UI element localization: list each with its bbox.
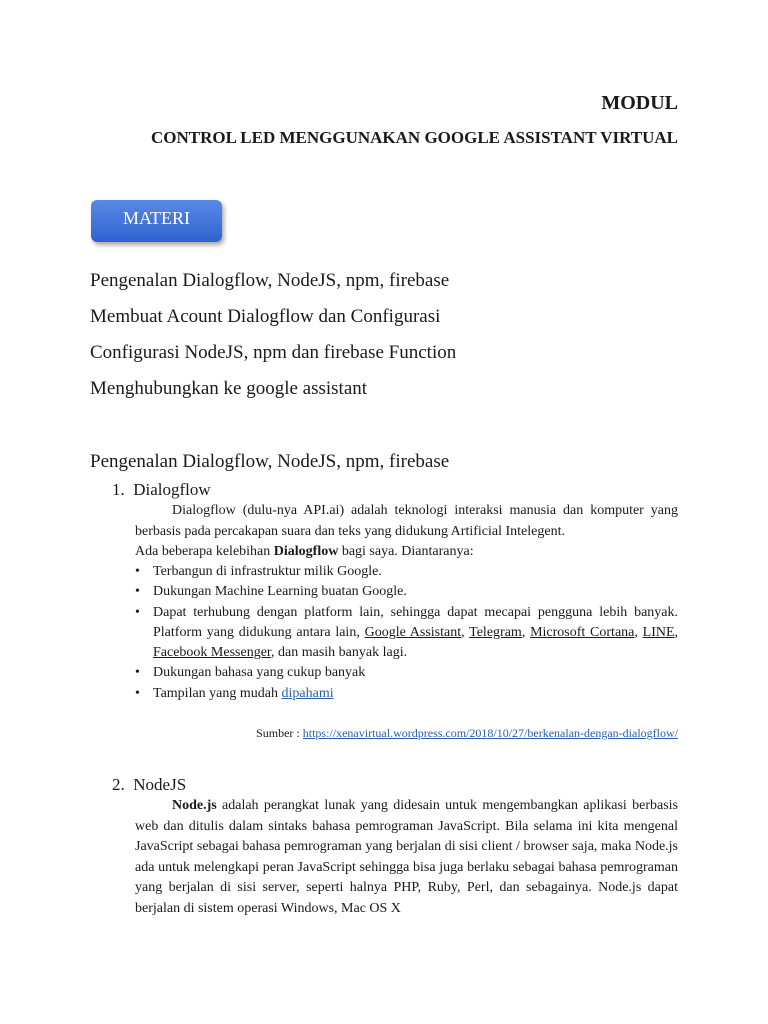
dialogflow-heading [112,480,211,500]
topic-item: Configurasi NodeJS, npm dan firebase Function [90,342,457,363]
topic-item: Pengenalan Dialogflow, NodeJS, npm, firebase [90,270,450,291]
nodejs-heading [112,775,186,795]
dialogflow-bold: Dialogflow [273,544,339,559]
dialogflow-title: Dialogflow [133,480,211,499]
list-item: • Dukungan Machine Learning buatan Google. [135,582,678,602]
dipahami-link[interactable]: dipahami [281,685,334,701]
source-link[interactable]: https://xenavirtual.wordpress.com/2018/10/27/berkenalan-dengan-dialogflow/ [302,726,678,740]
nodejs-number: 2. [112,775,125,794]
dialogflow-advantages-intro: Ada beberapa kelebihan Dialogflow bagi saya. Diantaranya: [135,544,474,559]
list-item: • Dapat terhubung dengan platform lain, sehingga dapat mecapai pengguna lebih banyak. Platform yang didukung antara lain, Google Assistant, Telegram, Microsoft Cortana, LINE, Facebook Messenger, dan masih banyak lagi. [135,603,678,664]
platform-facebook-messenger-link[interactable]: Facebook Messenger [153,645,272,661]
topic-item: Membuat Acount Dialogflow dan Configurasi [90,306,441,327]
dialogflow-intro: Dialogflow (dulu-nya API.ai) adalah teknologi interaksi manusia dan komputer yang berbasis pada percakapan suara dan teks yang didukung Artificial Intelegent. [135,503,678,539]
list-item: • Dukungan bahasa yang cukup banyak [135,663,678,683]
module-title: MODUL [601,92,678,114]
materi-button[interactable]: MATERI [91,200,222,242]
nodejs-title: NodeJS [133,775,187,794]
topic-item: Menghubungkan ke google assistant [90,378,368,399]
list-item: • Tampilan yang mudah dipahami [135,684,678,704]
nodejs-paragraph: Node.js adalah perangkat lunak yang didesain untuk mengembangkan aplikasi berbasis web dan ditulis dalam sintaks bahasa pemrograman JavaScript. Bila selama ini kita mengenal JavaScript sebagai bahasa pemrograman yang berjalan di sisi client / browser saja, maka Node.js ada untuk melengkapi peran JavaScript sehingga bisa juga berlaku sebagai bahasa pemrograman yang berjalan di sisi server, seperti halnya PHP, Ruby, Perl, dan sebagainya. Node.js dapat berjalan di sistem operasi Windows, Mac OS X [135,798,678,916]
module-subtitle: CONTROL LED MENGGUNAKAN GOOGLE ASSISTANT VIRTUAL [151,128,678,147]
platform-google-assistant-link[interactable]: Google Assistant [364,624,462,640]
dialogflow-number: 1. [112,480,125,499]
source-label: Sumber : [256,726,303,740]
section-heading: Pengenalan Dialogflow, NodeJS, npm, firebase [90,451,450,472]
nodejs-bold: Node.js [172,798,217,813]
platform-line-link[interactable]: LINE [642,624,675,640]
platform-microsoft-cortana-link[interactable]: Microsoft Cortana [530,624,635,640]
platform-telegram-link[interactable]: Telegram [469,624,522,640]
advantages-list [135,562,678,704]
list-item: • Terbangun di infrastruktur milik Google. [135,562,678,582]
source-citation [0,726,678,741]
